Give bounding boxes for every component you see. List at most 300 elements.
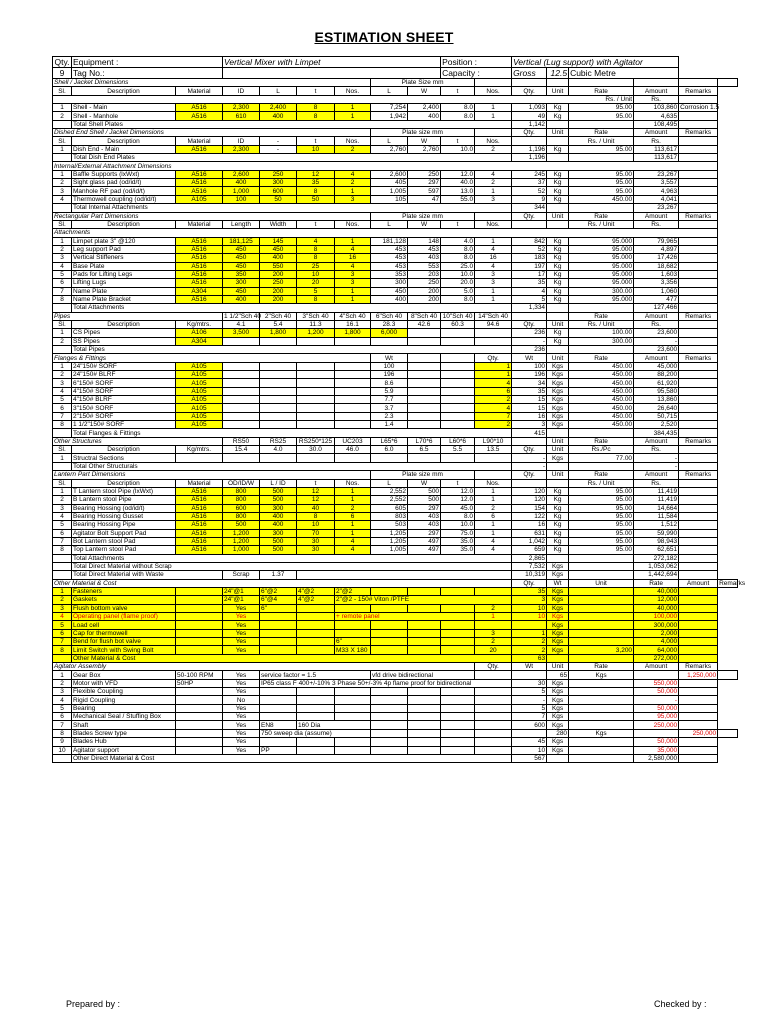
- table-row: [53, 429, 738, 437]
- table-cell: [371, 738, 408, 746]
- table-cell: Yes: [223, 738, 260, 746]
- table-row: [53, 262, 738, 270]
- table-cell: L90*10: [475, 437, 512, 445]
- table-cell: Qty.: [512, 471, 547, 479]
- table-cell: Wt: [371, 354, 408, 362]
- table-cell: 7: [512, 713, 547, 721]
- table-cell: A516: [176, 262, 223, 270]
- table-row: [53, 462, 738, 470]
- table-cell: 297: [408, 504, 441, 512]
- table-cell: [53, 462, 72, 470]
- table-cell: [441, 713, 475, 721]
- table-cell: 95.00: [569, 496, 634, 504]
- table-cell: 127,466: [634, 304, 679, 312]
- table-cell: 403: [408, 521, 441, 529]
- table-cell: [297, 371, 335, 379]
- table-cell: 1,093: [512, 104, 547, 112]
- table-row: [53, 412, 738, 420]
- table-cell: 50,715: [634, 412, 679, 420]
- table-cell: 95.000: [569, 295, 634, 303]
- table-cell: Qty.: [475, 354, 512, 362]
- table-cell: Total Dish End Plates: [72, 154, 512, 162]
- table-cell: [679, 95, 718, 103]
- table-cell: 1: [335, 112, 371, 120]
- table-cell: 2,760: [371, 145, 408, 153]
- table-cell: Agitator Assembly: [53, 663, 475, 671]
- table-cell: Qty.: [53, 57, 72, 68]
- table-cell: 2,760: [408, 145, 441, 153]
- table-cell: 30: [297, 537, 335, 545]
- table-cell: 20: [475, 646, 512, 654]
- table-cell: [475, 621, 512, 629]
- table-cell: [408, 587, 441, 595]
- table-cell: [297, 379, 335, 387]
- table-cell: Scrap: [223, 571, 260, 579]
- table-cell: Nos.: [335, 220, 371, 228]
- table-cell: Qty.: [512, 87, 547, 95]
- table-cell: Remarks: [719, 579, 746, 587]
- table-cell: 95.00: [569, 504, 634, 512]
- table-cell: 2.3: [371, 412, 408, 420]
- table-cell: 95.000: [569, 245, 634, 253]
- table-cell: 1: [512, 629, 547, 637]
- table-cell: 61,920: [634, 379, 679, 387]
- table-cell: 1.4: [371, 421, 408, 429]
- table-cell: 550,000: [634, 679, 679, 687]
- table-cell: 403: [408, 254, 441, 262]
- table-cell: [547, 304, 569, 312]
- table-cell: 300: [260, 504, 297, 512]
- table-cell: [441, 404, 475, 412]
- table-row: [53, 446, 738, 454]
- table-cell: 5: [53, 521, 72, 529]
- table-cell: Amount: [634, 437, 679, 445]
- table-cell: 12: [297, 496, 335, 504]
- table-cell: 79,965: [634, 237, 679, 245]
- table-cell: 15.4: [223, 446, 260, 454]
- table-cell: Structral Sections: [72, 454, 176, 462]
- table-cell: [260, 688, 297, 696]
- table-cell: 203: [408, 270, 441, 278]
- table-cell: 4: [53, 613, 72, 621]
- table-cell: 2,400: [408, 104, 441, 112]
- table-row: [53, 245, 738, 253]
- table-cell: 8.0: [441, 254, 475, 262]
- table-cell: Blades Screw type: [72, 729, 176, 737]
- table-cell: [679, 696, 718, 704]
- table-cell: Rs. / Unit: [569, 479, 634, 487]
- table-cell: IP65 class F 400+/-10% 3 Phase 50+/-3% 4p flame proof for bidirectional: [260, 679, 512, 687]
- table-cell: [679, 137, 718, 145]
- table-cell: 52: [512, 187, 547, 195]
- table-cell: [223, 404, 260, 412]
- table-cell: 450.00: [569, 362, 634, 370]
- table-cell: [335, 629, 371, 637]
- table-cell: [297, 396, 335, 404]
- table-cell: Rate: [569, 312, 634, 320]
- table-cell: 50: [297, 195, 335, 203]
- table-cell: EN8: [260, 721, 297, 729]
- table-cell: [260, 738, 297, 746]
- table-cell: Plate size mm: [371, 129, 475, 137]
- table-cell: Tag No.:: [72, 68, 223, 79]
- table-cell: 400: [260, 521, 297, 529]
- table-cell: Gear Box: [72, 671, 176, 679]
- table-cell: [569, 679, 634, 687]
- table-cell: Kg: [547, 112, 569, 120]
- table-cell: [176, 704, 223, 712]
- table-cell: 453: [408, 245, 441, 253]
- table-cell: 200: [408, 287, 441, 295]
- table-cell: 197: [512, 262, 547, 270]
- table-cell: 2: [475, 396, 512, 404]
- table-cell: 77.00: [569, 454, 634, 462]
- table-cell: Qty.: [512, 129, 547, 137]
- table-cell: 2"@2 - 150# Viton /PTFE: [335, 596, 512, 604]
- table-row: [53, 537, 738, 545]
- table-cell: [441, 646, 475, 654]
- table-cell: Kg: [547, 254, 569, 262]
- table-cell: Kg: [547, 537, 569, 545]
- table-cell: [371, 621, 408, 629]
- table-cell: Bot Lantern stool Pad: [72, 537, 176, 545]
- table-cell: 1: [335, 496, 371, 504]
- table-cell: 5.4: [260, 320, 297, 328]
- table-cell: 344: [512, 204, 547, 212]
- table-cell: 2: [475, 638, 512, 646]
- table-cell: Rigid Coupling: [72, 696, 176, 704]
- table-cell: 2,300: [223, 145, 260, 153]
- table-cell: -: [634, 462, 679, 470]
- table-cell: [547, 137, 569, 145]
- table-cell: 6"150# SORF: [72, 379, 176, 387]
- table-cell: [297, 362, 335, 370]
- table-cell: Other Structures: [53, 437, 223, 445]
- table-cell: Amount: [634, 663, 679, 671]
- table-cell: [260, 621, 297, 629]
- table-cell: 95.000: [569, 237, 634, 245]
- table-cell: [297, 621, 335, 629]
- table-cell: [679, 179, 718, 187]
- table-cell: 610: [223, 112, 260, 120]
- table-cell: Kgs: [547, 738, 569, 746]
- table-cell: 2: [53, 496, 72, 504]
- table-cell: -: [260, 137, 297, 145]
- table-cell: [408, 629, 441, 637]
- table-cell: 1: [475, 496, 512, 504]
- table-cell: 1,442,694: [634, 571, 679, 579]
- table-row: [53, 129, 738, 137]
- table-cell: A105: [176, 421, 223, 429]
- table-cell: [441, 454, 475, 462]
- table-cell: Flanges & Fittings: [53, 354, 371, 362]
- table-cell: Limpet plate 3" @120: [72, 237, 176, 245]
- table-cell: 400: [260, 112, 297, 120]
- table-cell: Kgs: [547, 562, 569, 570]
- table-cell: Yes: [223, 746, 260, 754]
- table-row: [53, 404, 738, 412]
- checked-by-label: Checked by :: [654, 999, 707, 1009]
- table-cell: [297, 613, 335, 621]
- table-cell: 9: [53, 738, 72, 746]
- table-cell: 272,000: [634, 654, 679, 662]
- table-cell: [569, 613, 634, 621]
- table-cell: 2: [53, 679, 72, 687]
- table-cell: L60*6: [441, 437, 475, 445]
- table-cell: 24"@1: [223, 596, 260, 604]
- table-cell: t: [297, 220, 335, 228]
- table-cell: Material: [176, 87, 223, 95]
- table-cell: 52: [512, 245, 547, 253]
- table-cell: [441, 354, 475, 362]
- table-cell: 160 Dia: [297, 721, 371, 729]
- table-cell: [679, 629, 718, 637]
- table-cell: Kg/mtrs.: [176, 446, 223, 454]
- table-cell: [260, 454, 297, 462]
- table-cell: [679, 521, 718, 529]
- table-cell: 95.00: [569, 112, 634, 120]
- table-cell: 88,200: [634, 371, 679, 379]
- table-cell: 2"@2: [335, 587, 371, 595]
- table-cell: 250: [260, 279, 297, 287]
- table-cell: 8: [297, 295, 335, 303]
- table-cell: Kg: [547, 295, 569, 303]
- table-cell: [260, 404, 297, 412]
- table-cell: 3: [53, 379, 72, 387]
- table-cell: 300,000: [634, 621, 679, 629]
- table-cell: 3: [335, 279, 371, 287]
- table-cell: Total Direct Material with Waste: [72, 571, 223, 579]
- table-cell: 35,000: [634, 746, 679, 754]
- table-cell: Position :: [441, 57, 512, 68]
- table-cell: A106: [176, 329, 223, 337]
- table-cell: 8: [53, 646, 72, 654]
- table-cell: Kg: [547, 237, 569, 245]
- table-cell: Top Lantern stool Pad: [72, 546, 176, 554]
- table-cell: [547, 120, 569, 128]
- table-cell: 40.0: [441, 179, 475, 187]
- table-row: [53, 562, 738, 570]
- table-cell: 1: [53, 145, 72, 153]
- table-cell: 842: [512, 237, 547, 245]
- table-cell: Lifting Lugs: [72, 279, 176, 287]
- table-cell: 1,512: [634, 521, 679, 529]
- table-cell: 2: [475, 145, 512, 153]
- table-cell: A516: [176, 504, 223, 512]
- table-cell: 597: [408, 187, 441, 195]
- table-cell: 103,860: [634, 104, 679, 112]
- table-cell: 15: [512, 404, 547, 412]
- table-cell: A105: [176, 387, 223, 395]
- table-cell: [223, 68, 441, 79]
- table-cell: 453: [371, 254, 408, 262]
- table-cell: Remarks: [679, 312, 718, 320]
- table-cell: [441, 337, 475, 345]
- table-cell: 100: [512, 362, 547, 370]
- table-cell: [53, 346, 72, 354]
- table-cell: Sl.: [53, 446, 72, 454]
- table-row: [53, 371, 738, 379]
- table-cell: [408, 396, 441, 404]
- table-cell: [679, 270, 718, 278]
- table-cell: [679, 245, 718, 253]
- table-cell: Kgs: [547, 713, 569, 721]
- table-cell: 100,000: [634, 613, 679, 621]
- table-row: [53, 179, 738, 187]
- table-cell: [569, 754, 634, 762]
- table-cell: [335, 404, 371, 412]
- table-cell: 6"Sch 40: [371, 312, 408, 320]
- table-cell: Kgs: [547, 646, 569, 654]
- table-cell: 5: [512, 704, 547, 712]
- table-cell: 1,200: [223, 529, 260, 537]
- table-cell: 1: [53, 237, 72, 245]
- table-cell: [223, 412, 260, 420]
- table-row: [53, 212, 738, 220]
- table-cell: Remarks: [679, 212, 718, 220]
- table-cell: [679, 721, 718, 729]
- table-cell: [408, 738, 441, 746]
- table-row: [53, 738, 738, 746]
- table-cell: [547, 554, 569, 562]
- table-cell: [53, 554, 72, 562]
- table-cell: [408, 337, 441, 345]
- table-cell: 113,617: [634, 154, 679, 162]
- table-cell: 7: [475, 412, 512, 420]
- table-cell: 3: [335, 195, 371, 203]
- table-cell: 450.00: [569, 387, 634, 395]
- table-cell: 95.00: [569, 187, 634, 195]
- table-cell: Pads for Lifting Legs: [72, 270, 176, 278]
- table-cell: 8: [297, 245, 335, 253]
- table-cell: 450.00: [569, 412, 634, 420]
- table-cell: 8: [297, 104, 335, 112]
- table-cell: Mechanical Seal / Stuffing Box: [72, 713, 176, 721]
- table-cell: [176, 596, 223, 604]
- table-row: [53, 320, 738, 328]
- table-cell: A516: [176, 112, 223, 120]
- table-cell: [371, 704, 408, 712]
- table-cell: L: [371, 87, 408, 95]
- table-cell: 450: [223, 245, 260, 253]
- table-cell: Kgs: [547, 596, 569, 604]
- table-cell: 45,000: [634, 362, 679, 370]
- table-cell: Bearing Hossing (od/id/t): [72, 504, 176, 512]
- table-cell: L: [371, 220, 408, 228]
- table-cell: 3: [53, 504, 72, 512]
- table-cell: Qty.: [512, 320, 547, 328]
- table-cell: [297, 638, 335, 646]
- table-cell: [441, 412, 475, 420]
- table-cell: 113,617: [634, 145, 679, 153]
- table-cell: [475, 587, 512, 595]
- table-cell: [475, 79, 512, 87]
- table-cell: Amount: [634, 312, 679, 320]
- table-cell: Limit Switch with Swing Bolt: [72, 646, 176, 654]
- table-cell: 12.5: [547, 68, 569, 79]
- table-cell: [408, 729, 441, 737]
- table-cell: 95,000: [634, 713, 679, 721]
- table-cell: [408, 454, 441, 462]
- table-cell: [260, 337, 297, 345]
- table-cell: [441, 396, 475, 404]
- table-cell: 4.0: [260, 446, 297, 454]
- table-cell: [260, 704, 297, 712]
- table-cell: 300.00: [569, 287, 634, 295]
- sheet-title: ESTIMATION SHEET: [314, 29, 454, 45]
- table-cell: 10,319: [512, 571, 547, 579]
- table-cell: 45: [512, 738, 547, 746]
- table-cell: [679, 287, 718, 295]
- table-cell: 450.00: [569, 404, 634, 412]
- table-cell: [176, 629, 223, 637]
- table-row: [53, 254, 738, 262]
- table-cell: 95,580: [634, 387, 679, 395]
- table-cell: Kg: [547, 329, 569, 337]
- table-cell: 605: [371, 504, 408, 512]
- table-cell: [475, 746, 512, 754]
- table-cell: 1,942: [371, 112, 408, 120]
- table-cell: W: [408, 87, 441, 95]
- table-cell: [679, 654, 718, 662]
- table-cell: 100: [371, 362, 408, 370]
- table-cell: 7: [53, 537, 72, 545]
- table-cell: [569, 554, 634, 562]
- table-cell: 500: [260, 546, 297, 554]
- table-cell: [679, 738, 718, 746]
- table-cell: Nos.: [335, 479, 371, 487]
- table-cell: 16.1: [335, 320, 371, 328]
- table-cell: [475, 704, 512, 712]
- table-cell: [176, 721, 223, 729]
- table-cell: [679, 487, 718, 495]
- table-cell: [679, 504, 718, 512]
- table-cell: 12: [297, 170, 335, 178]
- table-cell: 1: [335, 487, 371, 495]
- table-cell: 400: [260, 254, 297, 262]
- table-cell: [441, 738, 475, 746]
- table-cell: 64,000: [634, 646, 679, 654]
- table-cell: Description: [72, 479, 176, 487]
- table-cell: [679, 646, 718, 654]
- table-cell: Remarks: [679, 129, 718, 137]
- table-cell: [475, 471, 512, 479]
- table-cell: Kg: [547, 496, 569, 504]
- table-cell: [475, 729, 512, 737]
- table-cell: 5: [53, 396, 72, 404]
- table-cell: Rate: [569, 87, 634, 95]
- table-row: [53, 471, 738, 479]
- table-cell: 6: [53, 279, 72, 287]
- table-cell: [223, 362, 260, 370]
- table-cell: -: [260, 145, 297, 153]
- table-cell: 2,600: [371, 170, 408, 178]
- table-cell: [634, 671, 679, 679]
- table-cell: 6"@2: [260, 587, 297, 595]
- table-row: [53, 237, 738, 245]
- table-cell: 50,000: [634, 738, 679, 746]
- table-cell: Rate: [569, 471, 634, 479]
- table-cell: [223, 387, 260, 395]
- table-cell: 453: [371, 262, 408, 270]
- table-cell: [408, 696, 441, 704]
- table-cell: [297, 387, 335, 395]
- table-cell: T Lantern stool Pipe (lxWxt): [72, 487, 176, 495]
- table-cell: [679, 679, 718, 687]
- table-row: [53, 95, 738, 103]
- table-cell: Agitator Bolt Support Pad: [72, 529, 176, 537]
- table-cell: 1,053,062: [634, 562, 679, 570]
